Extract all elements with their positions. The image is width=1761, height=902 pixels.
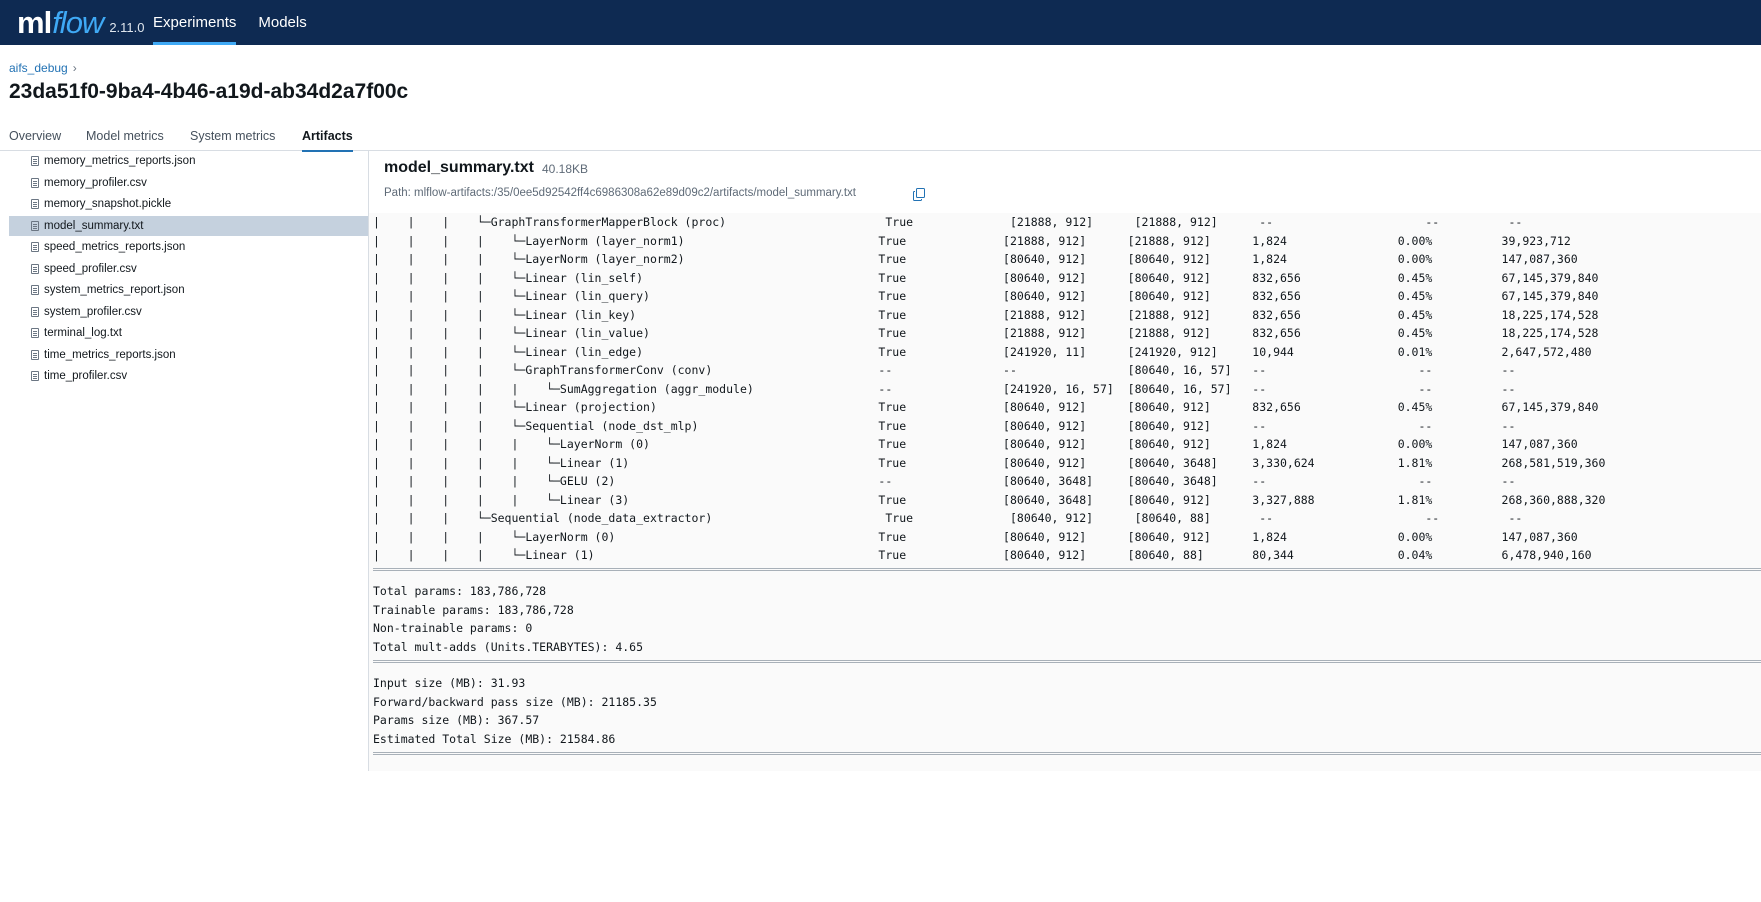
file-icon [31, 221, 39, 231]
separator-line [373, 568, 1761, 571]
sizes-line: Forward/backward pass size (MB): 21185.35 [373, 694, 657, 709]
totals-line: Total params: 183,786,728 [373, 584, 547, 598]
breadcrumb-experiment-link[interactable]: aifs_debug [9, 61, 68, 75]
file-content [369, 213, 1761, 771]
summary-row: | | | | | └─SumAggregation (aggr_module) -- [241920, 16, 57] [80640, 16, 57] -- -- -- [373, 381, 1516, 396]
summary-row: | | | | └─Linear (lin_key) True [21888, 912] [21888, 912] 832,656 0.45% 18,225,174,528 [373, 307, 1599, 322]
file-item[interactable] [9, 366, 368, 386]
file-name: memory_profiler.csv [44, 176, 147, 189]
file-name: time_profiler.csv [44, 370, 128, 382]
totals-line: Non-trainable params: 0 [373, 621, 533, 635]
top-navbar [0, 0, 1761, 45]
summary-row: | | | | └─Linear (1) True [80640, 912] [80640, 88] 80,344 0.04% 6,478,940,160 [373, 548, 1592, 562]
logo-flow-text: flow [52, 5, 104, 40]
sizes-line: Estimated Total Size (MB): 21584.86 [373, 731, 616, 746]
file-icon [31, 307, 39, 317]
file-icon [31, 264, 39, 274]
file-icon [31, 371, 39, 381]
totals-line: Total mult-adds (Units.TERABYTES): 4.65 [373, 639, 644, 654]
file-icon [31, 156, 39, 166]
sizes-line: Input size (MB): 31.93 [373, 676, 526, 690]
summary-row: | | | └─Sequential (node_data_extractor) True [80640, 912] [80640, 88] -- -- -- [373, 511, 1523, 525]
run-tabs [0, 126, 1761, 151]
summary-row: | | | | └─LayerNorm (0) True [80640, 912] [80640, 912] 1,824 0.00% 147,087,360 [373, 529, 1578, 544]
summary-row: | | | | └─LayerNorm (layer_norm2) True [80640, 912] [80640, 912] 1,824 0.00% 147,087,360 [373, 252, 1578, 266]
artifact-filename: model_summary.txt [384, 159, 534, 176]
file-name: memory_snapshot.pickle [44, 198, 172, 210]
file-item[interactable] [9, 237, 368, 257]
totals-line: Trainable params: 183,786,728 [373, 602, 574, 617]
nav-models[interactable]: Models [258, 14, 307, 31]
summary-row: | | | | | └─GELU (2) -- [80640, 3648] [80640, 3648] -- -- -- [373, 474, 1516, 488]
sizes-line: Params size (MB): 367.57 [373, 713, 540, 727]
file-name: system_profiler.csv [44, 305, 142, 318]
file-name: model_summary.txt [44, 219, 144, 232]
file-item[interactable] [9, 151, 368, 171]
file-name: time_metrics_reports.json [44, 348, 176, 361]
file-name: memory_metrics_reports.json [44, 155, 196, 167]
breadcrumb [9, 61, 77, 75]
file-item[interactable] [9, 345, 368, 365]
file-item[interactable] [9, 323, 368, 343]
file-icon [31, 285, 39, 295]
separator-line [373, 660, 1761, 663]
file-icon [31, 328, 39, 338]
summary-row: | | | | | └─LayerNorm (0) True [80640, 912] [80640, 912] 1,824 0.00% 147,087,360 [373, 437, 1578, 451]
tab-overview[interactable]: Overview [9, 129, 62, 143]
file-item[interactable] [9, 259, 368, 279]
file-name: speed_metrics_reports.json [44, 241, 186, 253]
file-icon [31, 350, 39, 360]
tab-artifacts[interactable]: Artifacts [302, 129, 353, 152]
file-icon [31, 242, 39, 252]
file-item[interactable] [9, 280, 368, 300]
file-name: speed_profiler.csv [44, 262, 137, 275]
mlflow-logo[interactable] [0, 0, 153, 45]
file-item-selected[interactable] [9, 216, 368, 236]
logo-ml-text: ml [17, 5, 52, 40]
artifact-file-tree [0, 151, 369, 771]
summary-row: | | | | └─Linear (lin_value) True [21888, 912] [21888, 912] 832,656 0.45% 18,225,174,528 [373, 326, 1599, 340]
file-icon [31, 199, 39, 209]
artifact-viewer [369, 151, 1761, 771]
summary-row: | | | | └─LayerNorm (layer_norm1) True [21888, 912] [21888, 912] 1,824 0.00% 39,923,712 [373, 233, 1571, 248]
artifact-path: Path: mlflow-artifacts:/35/0ee5d92542ff4c6986308a62e89d09c2/artifacts/model_summary.txt [384, 187, 856, 199]
summary-row: | | | | └─GraphTransformerConv (conv) -- -- [80640, 16, 57] -- -- -- [373, 363, 1516, 377]
summary-row: | | | | └─Linear (lin_self) True [80640, 912] [80640, 912] 832,656 0.45% 67,145,379,840 [373, 270, 1599, 285]
tab-model-metrics[interactable]: Model metrics [86, 129, 164, 143]
summary-row: | | | | | └─Linear (1) True [80640, 912] [80640, 3648] 3,330,624 1.81% 268,581,519,360 [373, 455, 1606, 470]
summary-row: | | | | └─Linear (lin_edge) True [241920, 11] [241920, 912] 10,944 0.01% 2,647,572,480 [373, 344, 1592, 359]
file-item[interactable] [9, 194, 368, 214]
version-label: 2.11.0 [109, 20, 145, 35]
summary-row: | | | | | └─Linear (3) True [80640, 3648] [80640, 912] 3,327,888 1.81% 268,360,888,320 [373, 492, 1606, 507]
file-icon [31, 178, 39, 188]
file-item[interactable] [9, 302, 368, 322]
nav-experiments[interactable]: Experiments [153, 0, 236, 45]
breadcrumb-chevron-icon: › [72, 61, 77, 75]
copy-icon[interactable] [913, 188, 925, 201]
summary-row: | | | | └─Sequential (node_dst_mlp) True [80640, 912] [80640, 912] -- -- -- [373, 418, 1516, 433]
separator-line [373, 752, 1761, 755]
summary-row: | | | | └─Linear (lin_query) True [80640, 912] [80640, 912] 832,656 0.45% 67,145,379,840 [373, 289, 1599, 303]
page-title: 23da51f0-9ba4-4b46-a19d-ab34d2a7f00c [9, 80, 409, 103]
file-name: system_metrics_report.json [44, 284, 185, 296]
summary-row: | | | | └─Linear (projection) True [80640, 912] [80640, 912] 832,656 0.45% 67,145,379,840 [373, 400, 1599, 414]
file-item[interactable] [9, 173, 368, 193]
tab-system-metrics[interactable]: System metrics [190, 129, 276, 143]
main-nav [153, 0, 329, 45]
file-name: terminal_log.txt [44, 327, 122, 339]
summary-row: | | | └─GraphTransformerMapperBlock (proc) True [21888, 912] [21888, 912] -- -- -- [373, 215, 1523, 229]
artifact-size: 40.18KB [542, 162, 589, 176]
